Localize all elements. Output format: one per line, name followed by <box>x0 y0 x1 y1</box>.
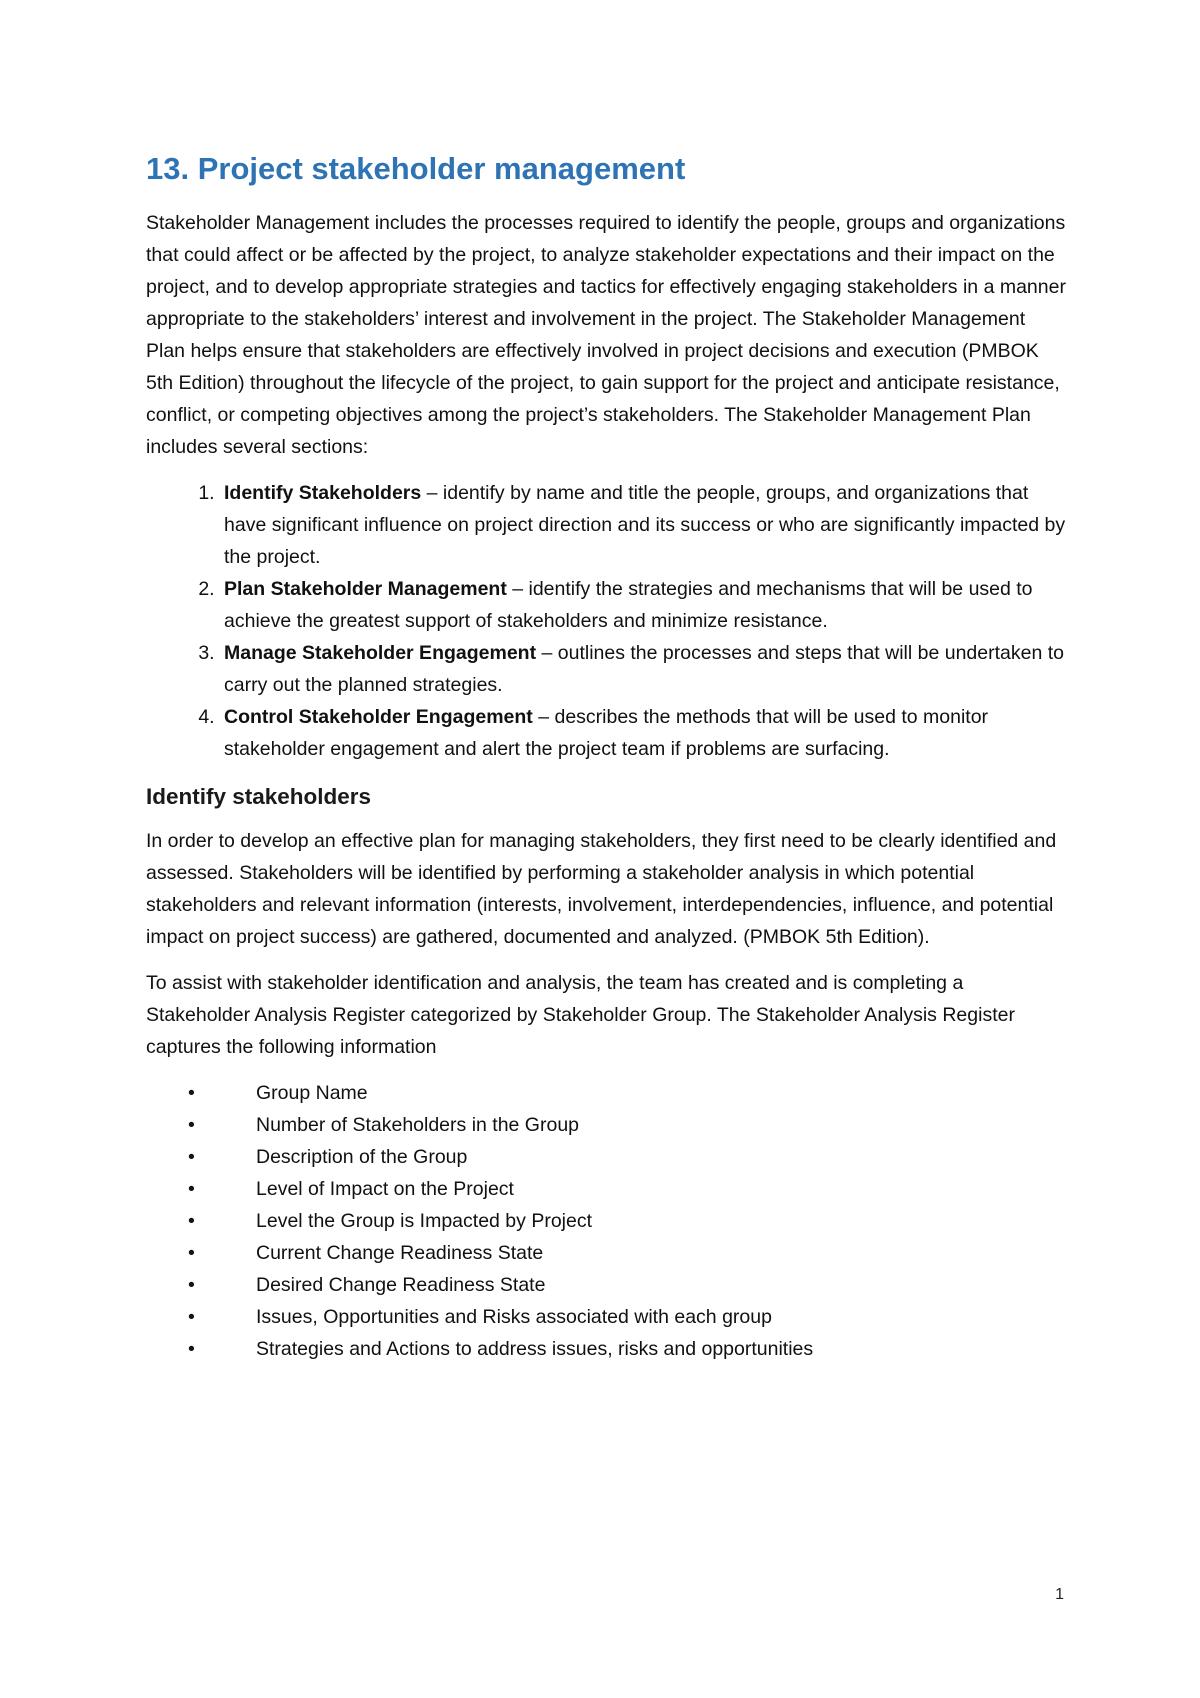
list-item-text: Description of the Group <box>256 1145 468 1168</box>
identify-paragraph-1: In order to develop an effective plan for managing stakeholders, they first need to be clearly identified and assessed. Stakeholders will be identified by performing a stakeholder analysis in which potential stakeholders and relevant information (interests, involvement, interdependencies, influence, and potential impact on project success) are gathered, documented and analyzed. (PMBOK 5th Edition). <box>146 829 1057 948</box>
bullet-icon: • <box>188 1241 195 1264</box>
bullet-icon: • <box>188 1273 195 1296</box>
list-item-text: Level the Group is Impacted by Project <box>256 1209 593 1232</box>
list-item-description: – outlines the processes and steps that will be undertaken to carry out the planned strategies. <box>224 641 1064 696</box>
page-number: 1 <box>1055 1586 1064 1603</box>
bullet-icon: • <box>188 1209 195 1232</box>
list-item <box>146 1077 1066 1109</box>
list-item-term: Identify Stakeholders <box>224 481 422 504</box>
bullet-icon: • <box>188 1337 195 1360</box>
list-item <box>146 1269 1066 1301</box>
page-content <box>146 150 1066 1365</box>
list-item-term: Manage Stakeholder Engagement <box>224 641 537 664</box>
list-item-description: – identify by name and title the people, groups, and organizations that have significant influence on project direction and its success or who are significantly impacted by the project. <box>224 481 1066 568</box>
list-item <box>146 1141 1066 1173</box>
list-item <box>220 701 1066 765</box>
list-item <box>220 477 1066 573</box>
list-item <box>146 1109 1066 1141</box>
list-item <box>146 1173 1066 1205</box>
list-item-text: Issues, Opportunities and Risks associated with each group <box>256 1305 772 1328</box>
list-item-text: Group Name <box>256 1081 368 1104</box>
list-item-text: Number of Stakeholders in the Group <box>256 1113 580 1136</box>
list-item <box>146 1301 1066 1333</box>
list-item <box>220 573 1066 637</box>
list-item <box>146 1205 1066 1237</box>
bullet-icon: • <box>188 1145 195 1168</box>
bullet-icon: • <box>188 1305 195 1328</box>
bullet-icon: • <box>188 1113 195 1136</box>
list-item-text: Desired Change Readiness State <box>256 1273 546 1296</box>
list-item <box>146 1333 1066 1365</box>
list-item <box>220 637 1066 701</box>
plan-sections-list <box>146 477 1066 765</box>
bullet-icon: • <box>188 1177 195 1200</box>
list-item <box>146 1237 1066 1269</box>
page-title: 13. Project stakeholder management <box>146 151 686 186</box>
list-item-description: – describes the methods that will be used to monitor stakeholder engagement and alert the project team if problems are surfacing. <box>224 705 989 760</box>
list-item-text: Strategies and Actions to address issues, risks and opportunities <box>256 1337 814 1360</box>
intro-paragraph: Stakeholder Management includes the processes required to identify the people, groups and organizations that could affect or be affected by the project, to analyze stakeholder expectations and their impact on the project, and to develop appropriate strategies and tactics for effectively engaging stakeholders in a manner appropriate to the stakeholders’ interest and involvement in the project. The Stakeholder Management Plan helps ensure that stakeholders are effectively involved in project decisions and execution (PMBOK 5th Edition) throughout the lifecycle of the project, to gain support for the project and anticipate resistance, conflict, or competing objectives among the project’s stakeholders. The Stakeholder Management Plan includes several sections: <box>146 211 1066 458</box>
bullet-icon: • <box>188 1081 195 1104</box>
identify-paragraph-2: To assist with stakeholder identification and analysis, the team has created and is completing a Stakeholder Analysis Register categorized by Stakeholder Group. The Stakeholder Analysis Register captures the following information <box>146 971 1015 1058</box>
list-item-term: Plan Stakeholder Management <box>224 577 507 600</box>
section-heading: Identify stakeholders <box>146 783 372 809</box>
list-item-text: Current Change Readiness State <box>256 1241 544 1264</box>
list-item-text: Level of Impact on the Project <box>256 1177 514 1200</box>
register-fields-list <box>146 1077 1066 1365</box>
list-item-term: Control Stakeholder Engagement <box>224 705 533 728</box>
list-item-description: – identify the strategies and mechanisms that will be used to achieve the greatest support of stakeholders and minimize resistance. <box>224 577 1033 632</box>
